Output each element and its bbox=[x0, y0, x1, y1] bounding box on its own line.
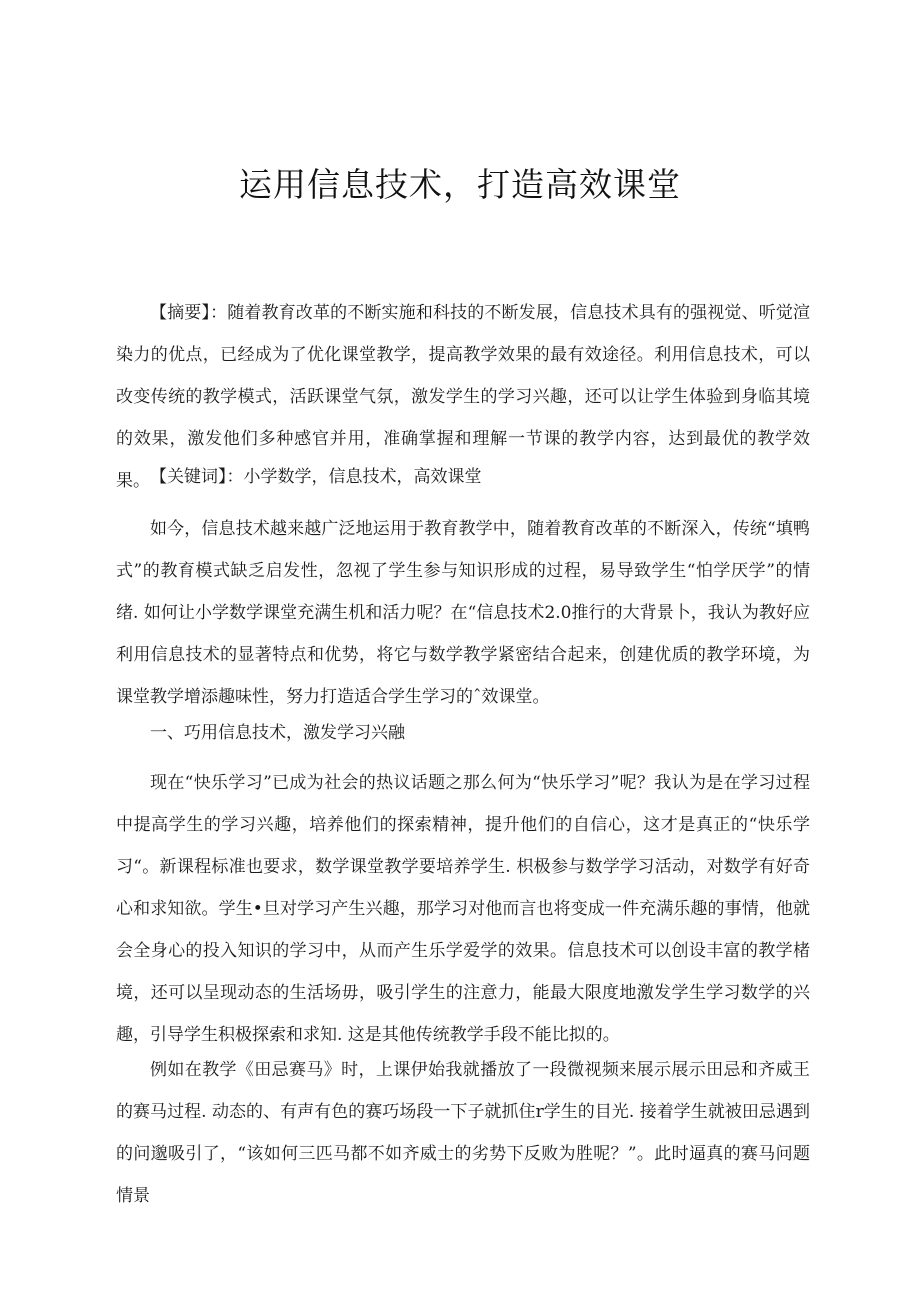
keywords-paragraph: 【关键词】：小学数学，信息技术，高效课堂 bbox=[150, 467, 482, 487]
section-heading: 一、巧用信息技术，激发学习兴融 bbox=[150, 723, 405, 743]
section1-paragraph-1: 现在“快乐学习”已成为社会的热议话题之那么何为“快乐学习”呢？我认为是在学习过程中提高学生的学习兴趣，培养他们的探索精神，提升他们的自信心，这才是真正的“快乐学习“。新课程标准也要求，数学课堂教学要培养学生. 枳极参与数学学习活动，对数学有好奇心和求知欲。学生•旦对学习产生兴趣，那学习对他而言也将变成一件充满乐趣的事情，他就会全身心的投入知识的学习中，从而产生乐学爱学的效果。信息技术可以创设丰富的教学楮境，还可以呈现动态的生活场毋，吸引学生的注意力，能最大限度地激发学生学习数学的兴趣，引导学生积极探索和求知. 这是其他传统教学手段不能比拟的。 bbox=[116, 773, 810, 1045]
section1-paragraph-2: 例如在教学《田忌赛马》时，上课伊始我就播放了一段微视频来展示展示田忌和齐威王的赛马过程. 动态的、有声有色的赛巧场段一下子就抓住r学生的目光. 接着学生就被田忌遇到的问邈吸引了，“该如何三匹马都不如齐威士的劣势下反败为胜呢？”。此时逼真的赛马问题情景 bbox=[116, 1060, 810, 1206]
document-title: 运用信息技术，打造高效课堂 bbox=[239, 165, 681, 204]
abstract-paragraph: 【摘要】：随着教育改革的不断实施和科技的不断发展，信息技术具有的强视觉、听觉渲染力的优点，已经成为了优化课堂教学，提高教学效果的最有效途径。利用信息技术，可以改变传统的教学模式，活跃课堂气氛，激发学生的学习兴趣，还可以让学生体验到身临其境的效果，激发他们多种感官并用，准确掌握和理解一节课的教学内容，达到最优的教学效果。 bbox=[116, 303, 810, 491]
intro-paragraph: 如今，信息技术越来越广泛地运用于教育教学中，随着教育改革的不断深入，传统“填鸭式”的教育模式缺乏启发性，忽视了学生参与知识形成的过程，易导致学生“怕学厌学”的情绪. 如何让小学数学课堂充满生机和活力呢？在“信息技术2.0推行的大背景卜，我认为教好应利用信息技术的显著特点和优势，将它与数学教学紧密结合起来，创建优质的教学环境，为课堂教学增添趣味性，努力打造适合学生学习的ˆ效课堂。 bbox=[116, 519, 810, 707]
